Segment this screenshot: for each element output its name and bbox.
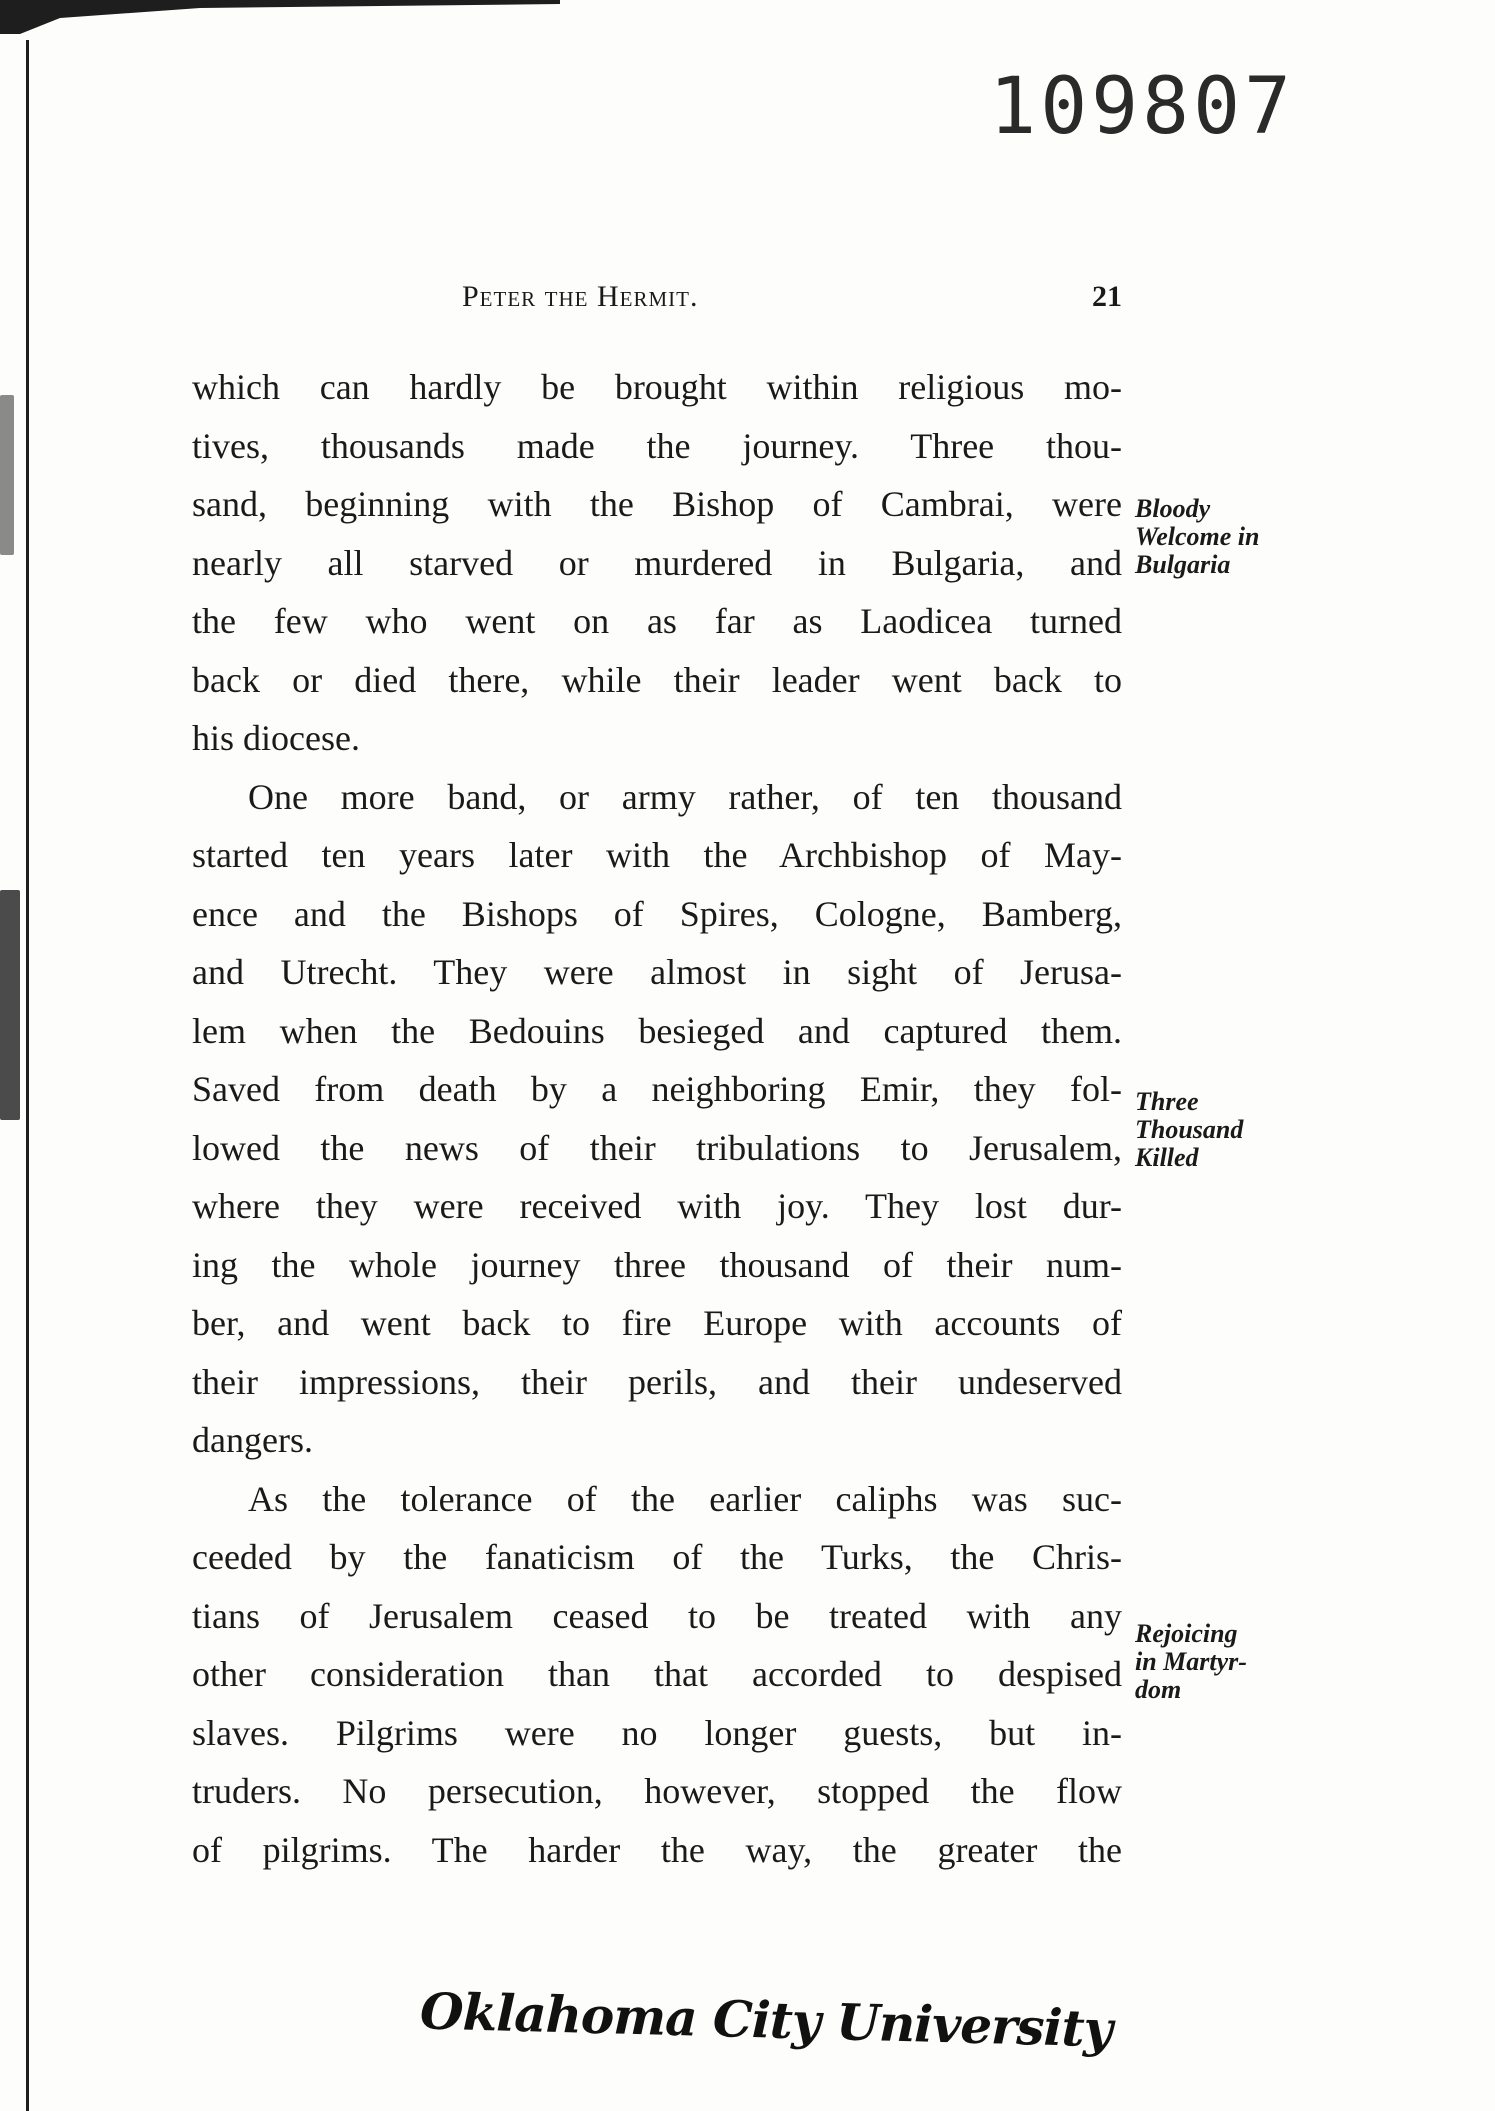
library-ownership-stamp: [0, 1981, 1495, 2111]
margin-note-line: dom: [1135, 1675, 1182, 1704]
text-line: and Utrecht. They were almost in sight of Jerusa-: [192, 952, 1122, 992]
scan-left-edge-artifact: [26, 40, 29, 2111]
text-line: truders. No persecution, however, stopped the flow: [192, 1771, 1122, 1811]
library-stamp-text: Oklahoma City University: [419, 1981, 1113, 2059]
margin-note-rejoicing-in-martyrdom: [1135, 1620, 1335, 1704]
margin-note-bloody-welcome: [1135, 495, 1335, 579]
text-line: As the tolerance of the earlier caliphs was suc-: [248, 1478, 1122, 1519]
margin-note-line: Rejoicing: [1135, 1619, 1238, 1648]
margin-note-line: Thousand: [1135, 1115, 1244, 1144]
text-line: where they were received with joy. They lost dur-: [192, 1186, 1122, 1226]
text-line: One more band, or army rather, of ten thousand: [248, 776, 1122, 817]
running-title: Peter the Hermit.: [462, 280, 699, 313]
text-line: of pilgrims. The harder the way, the greater the: [192, 1829, 1122, 1870]
text-line: back or died there, while their leader went back to: [192, 659, 1122, 700]
text-line: their impressions, their perils, and their undeserved: [192, 1361, 1122, 1402]
text-line: ceeded by the fanaticism of the Turks, the Chris-: [192, 1537, 1122, 1577]
text-line: lowed the news of their tribulations to Jerusalem,: [192, 1127, 1122, 1168]
text-line: sand, beginning with the Bishop of Cambrai, were: [192, 484, 1122, 524]
margin-note-line: Three: [1135, 1087, 1199, 1116]
text-line: the few who went on as far as Laodicea turned: [192, 601, 1122, 641]
text-line: tives, thousands made the journey. Three thou-: [192, 425, 1122, 466]
body-text: [192, 358, 1122, 1879]
text-line: lem when the Bedouins besieged and captured them.: [192, 1010, 1122, 1051]
running-head: [192, 280, 1122, 320]
scan-top-edge-artifact: [0, 0, 560, 34]
margin-note-line: Welcome in: [1135, 522, 1260, 551]
text-line: nearly all starved or murdered in Bulgaria, and: [192, 542, 1122, 583]
text-line: his diocese.: [192, 718, 360, 758]
text-line: started ten years later with the Archbishop of May-: [192, 835, 1122, 875]
text-line: dangers.: [192, 1420, 313, 1460]
text-line: ing the whole journey three thousand of their num-: [192, 1244, 1122, 1285]
text-line: Saved from death by a neighboring Emir, they fol-: [192, 1069, 1122, 1109]
margin-note-line: Bulgaria: [1135, 550, 1231, 579]
text-line: ber, and went back to fire Europe with accounts of: [192, 1303, 1122, 1343]
accession-number: 109807: [989, 62, 1295, 152]
text-line: which can hardly be brought within religious mo-: [192, 367, 1122, 407]
text-line: tians of Jerusalem ceased to be treated with any: [192, 1595, 1122, 1636]
text-line: other consideration than that accorded to despised: [192, 1654, 1122, 1694]
scan-left-blot: [0, 395, 14, 555]
scan-left-blot: [0, 890, 20, 1120]
text-line: ence and the Bishops of Spires, Cologne, Bamberg,: [192, 893, 1122, 934]
margin-note-three-thousand-killed: [1135, 1088, 1335, 1172]
margin-note-line: Killed: [1135, 1143, 1199, 1172]
page-number: 21: [1092, 280, 1122, 313]
margin-note-line: Bloody: [1135, 494, 1211, 523]
margin-note-line: in Martyr-: [1135, 1647, 1247, 1676]
text-line: slaves. Pilgrims were no longer guests, but in-: [192, 1712, 1122, 1753]
